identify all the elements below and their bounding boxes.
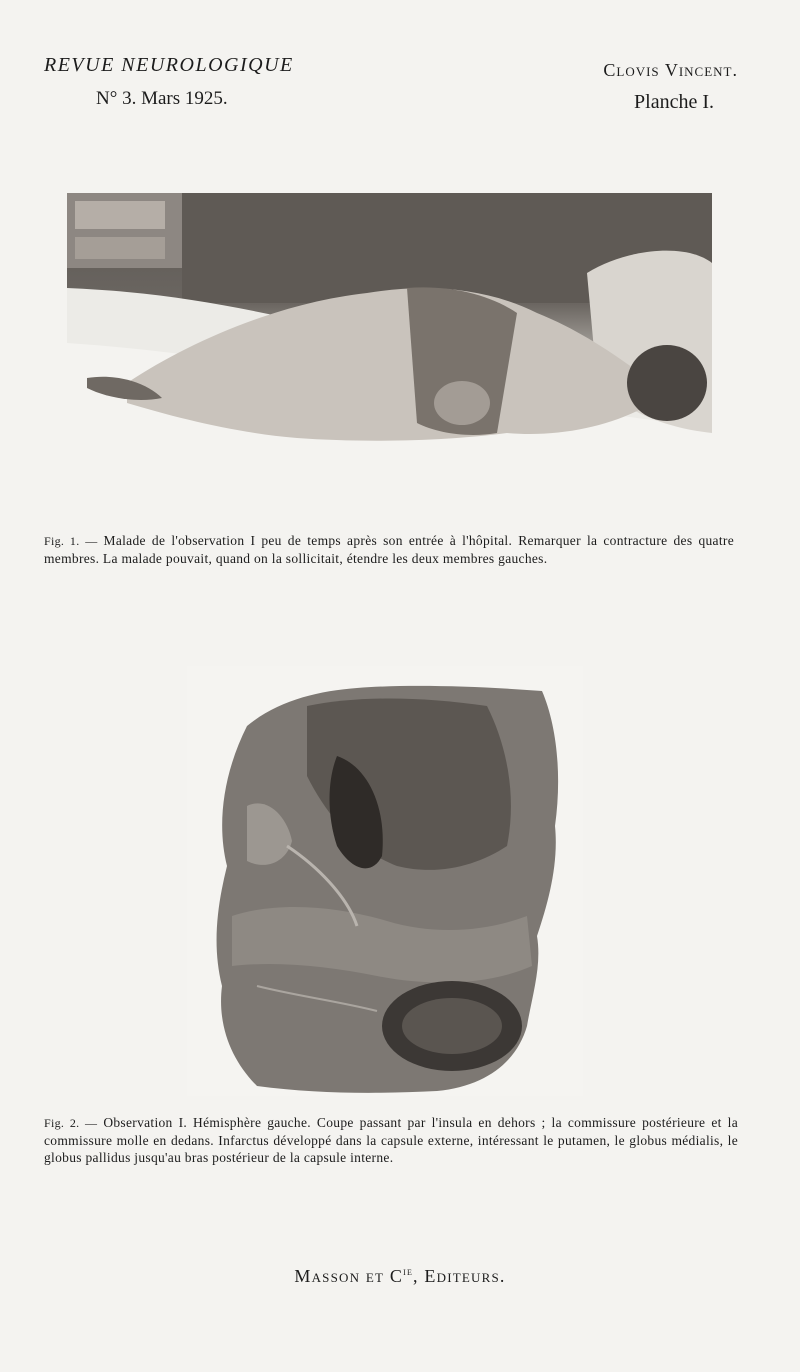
publisher-superscript: ie <box>403 1266 414 1278</box>
figure-1-caption-text: Malade de l'observation I peu de temps après son entrée à l'hôpital. Remarquer la contracture des quatre membres. La malade pouvait, quand on la sollicitait, étendre les deux membres gauches. <box>44 533 734 566</box>
figure-1-label: Fig. 1. — <box>44 534 98 548</box>
figure-2-label: Fig. 2. — <box>44 1116 98 1130</box>
figure-1-photograph <box>67 193 712 511</box>
publisher-role: , Editeurs. <box>413 1266 506 1286</box>
figure-2-caption-text: Observation I. Hémisphère gauche. Coupe passant par l'insula en dehors ; la commissure postérieure et la commissure molle en dedans. Infarctus développé dans la capsule externe, intéressant le putamen, le globus médialis, le globus pallidus jusqu'au bras postérieur de la capsule interne. <box>44 1115 738 1165</box>
publisher-name: Masson et C <box>294 1266 404 1286</box>
publisher-imprint <box>0 1266 800 1287</box>
plate-number: Planche I. <box>634 91 714 113</box>
issue-date: N° 3. Mars 1925. <box>96 88 228 109</box>
author-name: Clovis Vincent. <box>603 60 738 80</box>
journal-title: REVUE NEUROLOGIQUE <box>44 54 294 76</box>
figure-2-photograph <box>187 666 583 1096</box>
figure-1-caption <box>44 532 734 567</box>
figure-2-caption <box>44 1114 738 1166</box>
